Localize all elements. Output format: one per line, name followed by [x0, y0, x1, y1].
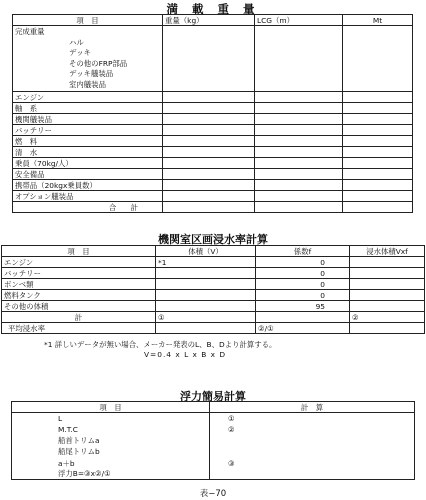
table-number: 表−70	[199, 489, 227, 499]
table-header-row	[12, 402, 415, 413]
table-header-row	[2, 246, 425, 257]
volume-cell	[156, 268, 256, 279]
sub-item: デッキ艤装品	[69, 69, 114, 79]
header-item: 項 目	[12, 402, 210, 413]
table-row	[13, 147, 413, 158]
table-row	[12, 469, 415, 480]
mt-cell	[343, 26, 413, 92]
total-label: 合 計	[13, 202, 163, 213]
flooded-cell	[350, 257, 425, 268]
row-label: 携帯品（20kgx乗員数）	[13, 180, 163, 191]
header-mt: Mt	[343, 15, 413, 26]
table-row	[13, 125, 413, 136]
row-label: 軸 系	[13, 103, 163, 114]
coefficient-cell: 95	[256, 301, 350, 312]
total-row	[2, 312, 425, 323]
table-row	[2, 301, 425, 312]
table-row	[13, 191, 413, 202]
flooding-table-title: 機関室区画浸水率計算	[158, 233, 268, 246]
weight-table	[12, 14, 413, 213]
table-row	[12, 413, 415, 424]
header-item: 項 目	[13, 15, 163, 26]
row-label: 清 水	[13, 147, 163, 158]
header-lcg: LCG（m）	[255, 15, 343, 26]
sub-item: デッキ	[69, 48, 92, 58]
average-coefficient-cell: ②/①	[256, 323, 350, 334]
flooded-cell	[350, 301, 425, 312]
header-weight: 重量（kg）	[163, 15, 255, 26]
header-flooded-volume: 浸水体積Vxf	[350, 246, 425, 257]
table-row	[12, 457, 415, 468]
row-label: 安全備品	[13, 169, 163, 180]
total-label: 計	[2, 312, 156, 323]
table-row	[13, 103, 413, 114]
table-row	[2, 279, 425, 290]
total-flooded-cell: ②	[350, 312, 425, 323]
row-label: 機関艤装品	[13, 114, 163, 125]
row-label: エンジン	[2, 257, 156, 268]
footnote: *1 詳しいデータが無い場合、メーカー発表のL、B、Dより計算する。	[44, 340, 277, 349]
average-flooded-cell	[350, 323, 425, 334]
average-volume-cell	[156, 323, 256, 334]
calculation-cell: ③	[210, 457, 415, 468]
table-row	[13, 26, 413, 92]
buoyancy-table-title: 浮力簡易計算	[180, 390, 246, 403]
table-row	[13, 158, 413, 169]
table-header-row	[13, 15, 413, 26]
row-label: 燃 料	[13, 136, 163, 147]
row-label: バッテリー	[13, 125, 163, 136]
table-row	[2, 290, 425, 301]
volume-cell	[156, 301, 256, 312]
row-label: L	[12, 413, 210, 424]
weight-cell	[163, 26, 255, 92]
row-label: 乗員（70kg/人）	[13, 158, 163, 169]
coefficient-cell: 0	[256, 279, 350, 290]
volume-cell	[156, 279, 256, 290]
volume-cell	[156, 290, 256, 301]
average-label: 平均浸水率	[2, 323, 156, 334]
row-label: その他の体積	[2, 301, 156, 312]
calculation-cell	[210, 446, 415, 457]
calculation-cell: ②	[210, 424, 415, 435]
flooded-cell	[350, 268, 425, 279]
table-row	[13, 136, 413, 147]
row-label: エンジン	[13, 92, 163, 103]
row-label: ボンベ類	[2, 279, 156, 290]
sub-item: その他のFRP部品	[69, 58, 128, 68]
buoyancy-table	[11, 401, 415, 480]
volume-formula: V=0.4 x L x B x D	[144, 350, 227, 359]
header-coefficient: 係数f	[256, 246, 350, 257]
flooded-cell	[350, 279, 425, 290]
header-volume: 体積（V）	[156, 246, 256, 257]
coefficient-cell: 0	[256, 268, 350, 279]
completed-weight-label: 完成重量	[15, 27, 45, 36]
total-coefficient-cell	[256, 312, 350, 323]
table-row	[12, 435, 415, 446]
table-row	[13, 114, 413, 125]
row-label: オプション艤装品	[13, 191, 163, 202]
calculation-cell	[210, 469, 415, 480]
header-item: 項 目	[2, 246, 156, 257]
weight-table-title: 満 載 重 量	[166, 2, 260, 16]
row-label: a＋b	[12, 457, 210, 468]
total-row	[13, 202, 413, 213]
sub-item: ハル	[69, 37, 84, 47]
table-row	[13, 180, 413, 191]
table-row	[12, 424, 415, 435]
lcg-cell	[255, 26, 343, 92]
completed-weight-cell	[13, 26, 163, 92]
table-row	[13, 169, 413, 180]
coefficient-cell: 0	[256, 257, 350, 268]
table-row	[13, 92, 413, 103]
sub-item: 室内艤装品	[69, 79, 106, 89]
table-row	[2, 257, 425, 268]
flooded-cell	[350, 290, 425, 301]
volume-cell: *1	[156, 257, 256, 268]
table-row	[12, 446, 415, 457]
coefficient-cell: 0	[256, 290, 350, 301]
total-volume-cell: ①	[156, 312, 256, 323]
row-label: 浮力B=③x②/①	[12, 469, 210, 480]
header-calculation: 計 算	[210, 402, 415, 413]
row-label: 船首トリムa	[12, 435, 210, 446]
row-label: M.T.C	[12, 424, 210, 435]
row-label: 船尾トリムb	[12, 446, 210, 457]
flooding-table	[1, 245, 425, 334]
calculation-cell	[210, 435, 415, 446]
row-label: バッテリー	[2, 268, 156, 279]
row-label: 燃料タンク	[2, 290, 156, 301]
table-row	[2, 268, 425, 279]
average-row	[2, 323, 425, 334]
calculation-cell: ①	[210, 413, 415, 424]
